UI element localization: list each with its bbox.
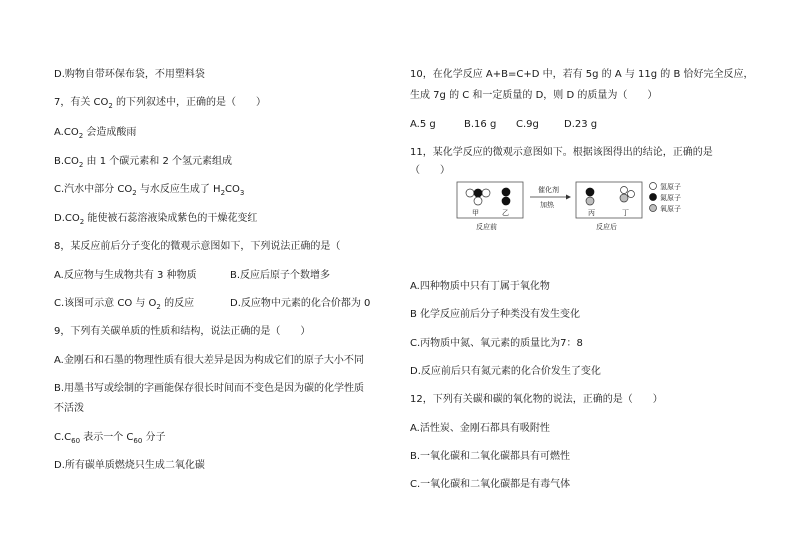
q9-option-b-line2: 不活泼 bbox=[54, 403, 84, 414]
q12-option-a: A.活性炭、金刚石都具有吸附性 bbox=[410, 423, 550, 434]
q7-option-c: C.汽水中部分 $CO_2$ 与水反应生成了 $H_2CO_3$ bbox=[54, 184, 245, 197]
q9-option-c: $C.C_{60}$ 表示一个 $C_{60}$ 分子 bbox=[54, 432, 166, 445]
q10-option-b: B.16 g bbox=[464, 119, 497, 130]
nitrogen-atom bbox=[474, 189, 482, 197]
q10-stem-line1: 10，在化学反应 A+B=C+D 中，若有 5g 的 A 与 11g 的 B 恰好完全反应， bbox=[410, 69, 754, 80]
oxygen-atom bbox=[586, 197, 594, 205]
hydrogen-atom bbox=[628, 191, 635, 198]
legend-oxygen-label: 氧原子 bbox=[660, 205, 681, 213]
label-yi: 乙 bbox=[502, 209, 509, 217]
nitrogen-atom bbox=[586, 188, 594, 196]
q7-option-b: $B.CO_2$ 由 1 个碳元素和 2 个氢元素组成 bbox=[54, 156, 232, 169]
q11-option-c: C.丙物质中氮、氧元素的质量比为7：8 bbox=[410, 338, 583, 349]
label-jia: 甲 bbox=[472, 209, 479, 217]
label-ding: 丁 bbox=[622, 209, 629, 217]
q11-option-b: B 化学反应前后分子种类没有发生变化 bbox=[410, 309, 581, 320]
q10-option-c: C.9g bbox=[516, 119, 539, 130]
q11-stem-line1: 11，某化学反应的微观示意图如下。根据该图得出的结论，正确的是 bbox=[410, 147, 713, 158]
legend bbox=[650, 182, 682, 213]
q8-option-c: C.该图可示意 CO 与 $O_2$ 的反应 bbox=[54, 298, 195, 311]
q10-option-a: A.5 g bbox=[410, 119, 436, 130]
q9-option-b-line1: B.用墨书写或绘制的字画能保存很长时间而不变色是因为碳的化学性质 bbox=[54, 383, 365, 394]
q11-option-d: D.反应前后只有氮元素的化合价发生了变化 bbox=[410, 366, 601, 377]
q12-option-b: B.一氧化碳和二氧化碳都具有可燃性 bbox=[410, 451, 571, 462]
q7-option-d: $D.CO_2$ 能使被石蕊溶液染成紫色的干燥花变红 bbox=[54, 213, 258, 226]
condition-heat: 加热 bbox=[540, 201, 554, 209]
q8-option-a: A.反应物与生成物共有 3 种物质 bbox=[54, 270, 197, 281]
legend-nitrogen-label: 氮原子 bbox=[660, 194, 681, 202]
nitrogen-atom bbox=[502, 197, 510, 205]
q12-option-c: C.一氧化碳和二氧化碳都是有毒气体 bbox=[410, 479, 571, 490]
oxygen-atom bbox=[620, 194, 628, 202]
arrow-head-icon bbox=[566, 195, 571, 200]
condition-catalyst: 催化剂 bbox=[538, 186, 559, 194]
label-bing: 丙 bbox=[588, 209, 595, 217]
q9-option-a: A.金刚石和石墨的物理性质有很大差异是因为构成它们的原子大小不同 bbox=[54, 355, 364, 366]
q10-stem-line2: 生成 7g 的 C 和一定质量的 D，则 D 的质量为（ ） bbox=[410, 90, 658, 101]
q8-option-d: D.反应物中元素的化合价都为 0 bbox=[230, 298, 371, 309]
legend-nitrogen-atom bbox=[650, 194, 657, 201]
q7-option-a: $A.CO_2$ 会造成酸雨 bbox=[54, 127, 137, 140]
hydrogen-atom bbox=[621, 187, 628, 194]
q6-option-d: D.购物自带环保布袋，不用塑料袋 bbox=[54, 69, 205, 80]
caption-after: 反应后 bbox=[596, 223, 617, 231]
hydrogen-atom bbox=[482, 189, 490, 197]
q8-option-b: B.反应后原子个数增多 bbox=[230, 270, 331, 281]
hydrogen-atom bbox=[474, 197, 482, 205]
before-box bbox=[457, 182, 523, 218]
q9-stem: 9，下列有关碳单质的性质和结构，说法正确的是（ ） bbox=[54, 326, 311, 337]
q12-stem: 12，下列有关碳和碳的氧化物的说法，正确的是（ ） bbox=[410, 394, 663, 405]
caption-before: 反应前 bbox=[476, 223, 497, 231]
q11-option-a: A.四种物质中只有丁属于氧化物 bbox=[410, 281, 550, 292]
legend-hydrogen-label: 氢原子 bbox=[660, 183, 681, 191]
q10-option-d: D.23 g bbox=[564, 119, 598, 130]
q7-stem: 7，有关 $CO_2$ 的下列叙述中，正确的是（ ） bbox=[54, 97, 267, 110]
q8-stem: 8，某反应前后分子变化的微观示意图如下，下列说法正确的是（ bbox=[54, 241, 341, 252]
q9-option-d: D.所有碳单质燃烧只生成二氧化碳 bbox=[54, 460, 205, 471]
legend-hydrogen-atom bbox=[650, 183, 657, 190]
nitrogen-atom bbox=[502, 188, 510, 196]
q11-stem-line2: （ ） bbox=[410, 165, 450, 176]
hydrogen-atom bbox=[466, 189, 474, 197]
q11-reaction-diagram bbox=[456, 180, 706, 232]
legend-oxygen-atom bbox=[650, 205, 657, 212]
